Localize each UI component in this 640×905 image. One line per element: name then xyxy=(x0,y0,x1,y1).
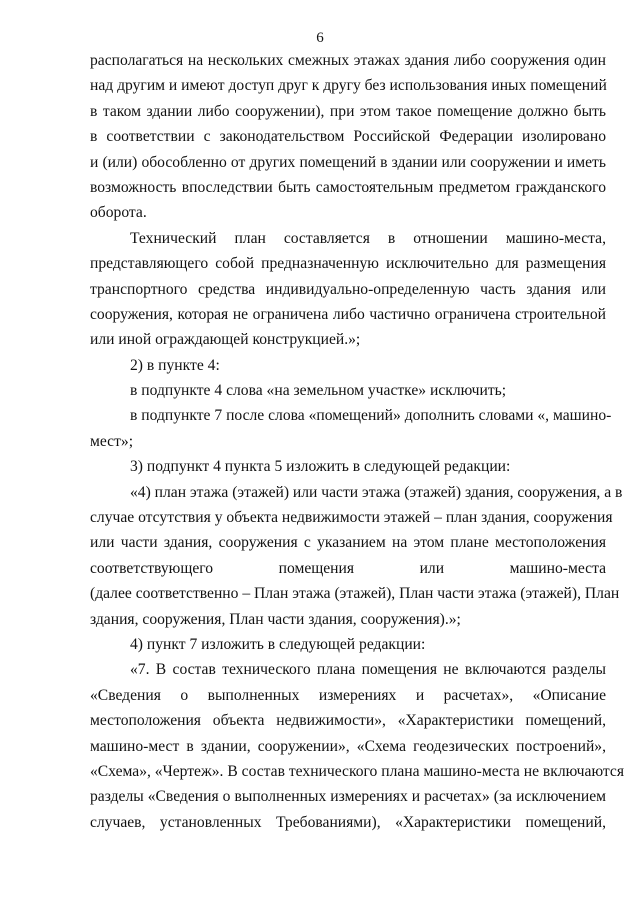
text-line: случаев, установленных Требованиями), «Характеристики помещений, xyxy=(90,813,606,831)
text-line: «Схема», «Чертеж». В состав технического плана машино-места не включаются xyxy=(90,762,624,780)
text-line: случае отсутствия у объекта недвижимости этажей – план здания, сооружения xyxy=(90,509,613,527)
text-line: транспортного средства индивидуально-определенную часть здания или xyxy=(90,280,606,298)
text-line: сооружения, которая не ограничена либо частично ограничена строительной xyxy=(90,305,606,323)
text-line: располагаться на нескольких смежных этажах здания либо сооружения один xyxy=(90,52,606,69)
text-line: (далее соответственно – План этажа (этажей), План части этажа (этажей), План xyxy=(90,585,620,603)
text-line: здания, сооружения, План части здания, сооружения).»; xyxy=(90,610,461,628)
text-line: 3) подпункт 4 пункта 5 изложить в следующей редакции: xyxy=(130,458,511,476)
text-line: разделы «Сведения о выполненных измерениях и расчетах» (за исключением xyxy=(90,788,606,806)
text-line: Технический план составляется в отношении машино-места, xyxy=(130,229,606,247)
document-body xyxy=(90,48,624,835)
text-line: в подпункте 7 после слова «помещений» дополнить словами «, машино- xyxy=(130,407,612,425)
text-line: возможность впоследствии быть самостоятельным предметом гражданского xyxy=(90,178,606,196)
text-line: над другим и имеют доступ друг к другу без использования иных помещений xyxy=(90,77,607,95)
text-line: соответствующего помещения или машино-места xyxy=(90,559,606,577)
text-line: в таком здании либо сооружении), при этом такое помещение должно быть xyxy=(90,102,606,120)
text-line: мест»; xyxy=(90,432,134,450)
text-line: «4) план этажа (этажей) или части этажа (этажей) здания, сооружения, а в xyxy=(130,483,623,501)
text-line: 2) в пункте 4: xyxy=(130,356,220,374)
text-line: в подпункте 4 слова «на земельном участке» исключить; xyxy=(130,382,507,400)
text-line: или части здания, сооружения с указанием на этом плане местоположения xyxy=(90,534,606,552)
text-line: и (или) обособленно от других помещений в здании или сооружении и иметь xyxy=(90,153,606,171)
text-line: в соответствии с законодательством Российской Федерации изолировано xyxy=(90,128,606,146)
text-line: машино-мест в здании, сооружении», «Схема геодезических построений», xyxy=(90,737,606,755)
text-line: «Сведения о выполненных измерениях и расчетах», «Описание xyxy=(90,686,606,704)
text-line: местоположения объекта недвижимости», «Характеристики помещений, xyxy=(90,712,606,730)
text-line: оборота. xyxy=(90,204,147,222)
text-line: «7. В состав технического плана помещения не включаются разделы xyxy=(130,661,606,679)
text-line: 4) пункт 7 изложить в следующей редакции: xyxy=(130,635,426,653)
page-number: 6 xyxy=(316,30,324,46)
text-line: или иной ограждающей конструкцией.»; xyxy=(90,331,361,349)
text-line: представляющего собой предназначенную исключительно для размещения xyxy=(90,255,606,273)
